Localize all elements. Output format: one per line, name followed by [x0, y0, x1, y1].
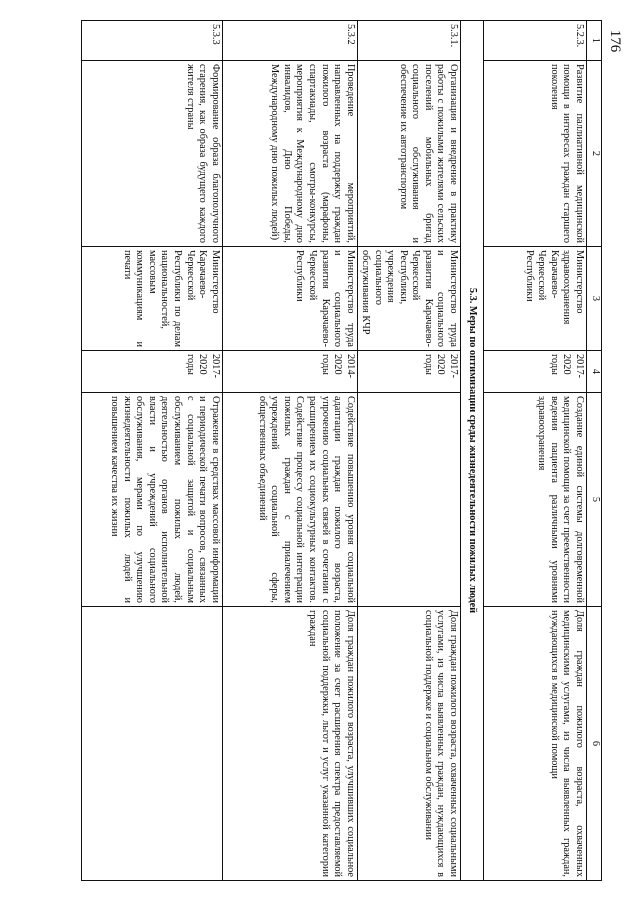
period-cell: 2017-2020 годы	[484, 351, 587, 393]
header-cell: 3	[587, 247, 602, 351]
measure-cell: Проведение мероприятий, направленных на поддержку граждан пожилого возраста (марафоны, спартакиады, смотры-конкурсы, мероприятия к Международному дню инвалидов, Дню Победы, Международному дню пожилых людей)	[222, 61, 357, 247]
executor-cell: Министерство труда и социального развития Карачаево-Черкесской Республики	[222, 247, 357, 351]
header-cell: 2	[587, 61, 602, 247]
period-cell: 2014-2020 годы	[222, 351, 357, 393]
measures-table	[81, 20, 602, 881]
indicator-cell: Доля граждан пожилого возраста, охваченных медицинскими услугами, из числа выявленных граждан, нуждающихся в медицинской помощи	[484, 607, 587, 881]
period-cell: 2017-2020 годы	[81, 351, 222, 393]
indicator-cell: Доля граждан пожилого возраста, улучшивших социальное положение за счет расширения спектра предоставляемой социальной поддержки, льгот и услуг указанной категории граждан	[222, 607, 357, 881]
executor-cell: Министерство здравоохранения Карачаево-Черкесской Республики	[484, 247, 587, 351]
section-row	[461, 21, 484, 881]
table-row	[222, 21, 357, 881]
period-cell: 2017-2020 годы	[357, 351, 460, 393]
result-cell: Отражение в средствах массовой информации и периодической печати вопросов, связанных с социальной защитой и социальным обслуживанием пожилых людей, деятельностью органов исполнительной власти и учреждений социального обслуживания, мерами по улучшению жизнедеятельности пожилых людей и повышением качества их жизни	[81, 393, 222, 607]
indicator-cell: Доля граждан пожилого возраста, охваченных социальными услугами, из числа выявленных граждан, нуждающихся в социальной поддержке и социальном обслуживании	[357, 607, 460, 881]
page-number: 176	[607, 29, 623, 53]
table-row	[357, 21, 460, 881]
header-row	[587, 21, 602, 881]
table-row	[81, 21, 222, 881]
result-cell	[357, 393, 460, 607]
row-number: 5.3.1.	[357, 21, 460, 61]
measure-cell: Развитие паллиативной медицинской помощи в интересах граждан старшего поколения	[484, 61, 587, 247]
executor-cell: Министерство Карачаево-Черкесской Республики по делам национальностей, массовым коммуникациям и печати	[81, 247, 222, 351]
row-number: 5.3.2	[222, 21, 357, 61]
header-cell: 4	[587, 351, 602, 393]
result-cell: Создание единой системы долговременной медицинской помощи за счет преемственности ведения пациента различными уровнями здравоохранения	[484, 393, 587, 607]
row-number: 5.3.3	[81, 21, 222, 61]
header-cell: 6	[587, 607, 602, 881]
executor-cell: Министерство труда и социального развития Карачаево-Черкесской Республики, учреждения социального обслуживания КЧР	[357, 247, 460, 351]
rotated-table-container	[66, 20, 602, 880]
result-cell: Содействие повышению уровня социальной адаптации граждан пожилого возраста, упрочению социальных связей в сочетании с расширением их социокультурных контактов. Содействие процессу социальной интеграции пожилых граждан с приалечением учреждений социальной сферы, общественных объединений	[222, 393, 357, 607]
header-cell: 5	[587, 393, 602, 607]
indicator-cell	[81, 607, 222, 881]
table-row	[484, 21, 587, 881]
measure-cell: Формирование образа благополучного старения, как образа будущего каждого жителя страны	[81, 61, 222, 247]
row-number: 5.2.3.	[484, 21, 587, 61]
section-title: 5.3. Меры по оптимизации среды жизнедеятельности пожилых людей	[461, 21, 484, 881]
measure-cell: Организация и внедрение в практику работы с пожилыми жителями сельских поселений мобильных бригад социального обслуживания и обеспечение их автотранспортом	[357, 61, 460, 247]
header-cell: 1	[587, 21, 602, 61]
